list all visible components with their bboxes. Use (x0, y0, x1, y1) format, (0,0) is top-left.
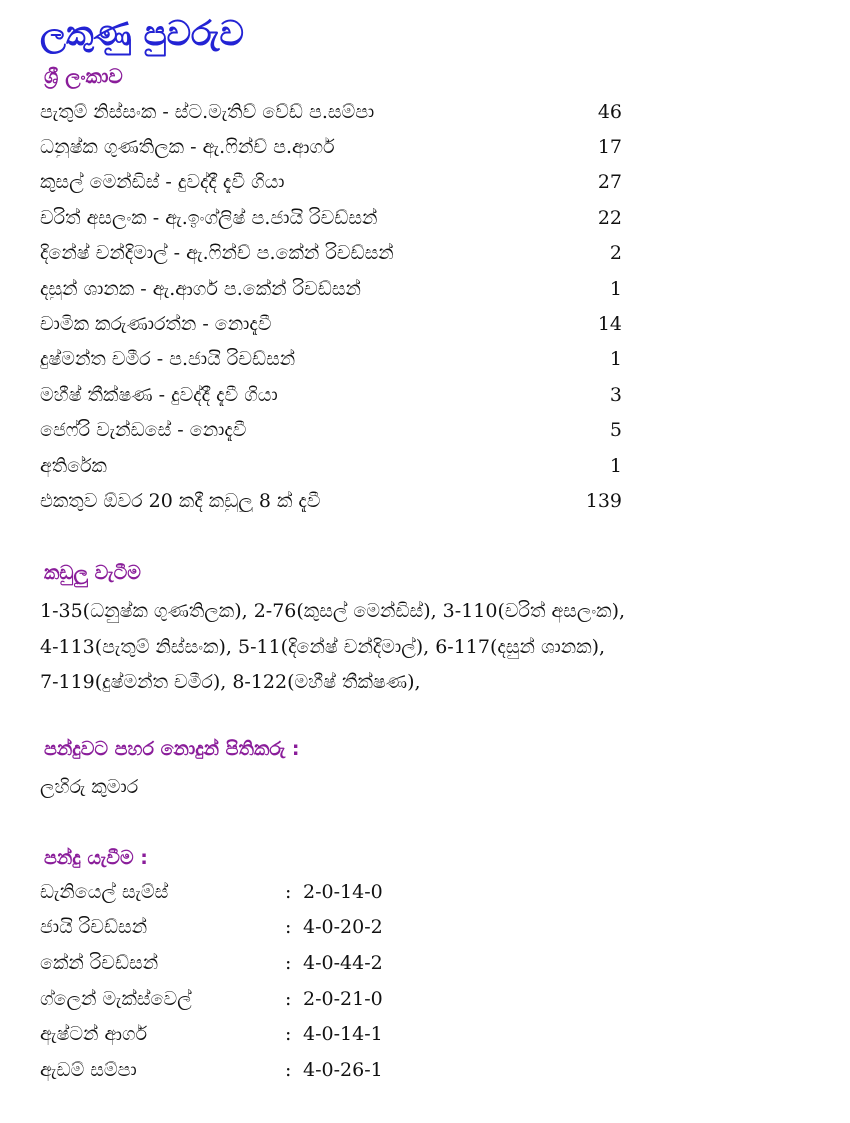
extras-runs: 1 (609, 454, 622, 477)
batter-runs: 5 (609, 419, 622, 442)
bowling-list (40, 874, 540, 1088)
batter-name: ධනුෂ්ක ගුණතිලක - ඇ.ෆින්ච් ප.ආගර් (40, 136, 335, 159)
batting-row (40, 236, 640, 271)
batting-row (40, 306, 640, 341)
fall-of-wickets-text (40, 594, 820, 701)
batter-runs: 46 (597, 100, 622, 123)
bowling-row (40, 874, 540, 910)
bowler-figures: 2-0-21-0 (303, 987, 383, 1010)
bowler-name: ඇඩම් සම්පා (40, 1058, 137, 1081)
bowling-row (40, 910, 540, 946)
fall-of-wickets-heading: කඩුලු වැටීම (44, 562, 141, 584)
batting-row (40, 94, 640, 129)
batting-list (40, 94, 640, 519)
extras-label: අතිරේක (40, 454, 107, 477)
batter-runs: 2 (609, 242, 622, 265)
bowler-name: ඩැනියෙල් සැම්ස් (40, 880, 169, 903)
bowler-name: ජායි රිචඩ්සන් (40, 916, 148, 939)
batting-row (40, 377, 640, 412)
bowler-name: ග්ලෙන් මැක්ස්වෙල් (40, 987, 192, 1010)
batter-runs: 14 (597, 313, 622, 336)
bowling-heading: පන්දු යැවීම : (44, 847, 148, 869)
did-not-bat-names: ලහිරු කුමාර (40, 776, 139, 798)
total-label: එකතුව ඕවර 20 කදී කඩුලු 8 ක් දැවී (40, 489, 321, 512)
bowler-name: ඇෂ්ටන් ආගර් (40, 1023, 148, 1046)
bowler-figures: 4-0-44-2 (303, 951, 383, 974)
batting-row (40, 200, 640, 235)
fow-line: 7-119(දුෂ්මන්ත චමීර), 8-122(මහීෂ් තීක්ෂණ), (40, 671, 421, 693)
bowler-name: කේන් රිචඩ්සන් (40, 951, 159, 974)
bowling-row (40, 981, 540, 1017)
total-row (40, 483, 640, 518)
team-name: ශ්‍රී ලංකාව (44, 64, 123, 88)
batter-runs: 17 (597, 136, 622, 159)
batting-row (40, 165, 640, 200)
colon-separator: : (285, 951, 292, 974)
bowler-figures: 4-0-20-2 (303, 916, 383, 939)
batter-name: දුෂ්මන්ත චමීර - ප.ජායි රිචඩ්සන් (40, 348, 296, 371)
batter-name: පැතුම් නිස්සංක - ස්ට.මැතිව් වේඩ් ප.සම්පා (40, 100, 375, 123)
batter-name: ජෙෆ්රි වැන්ඩසේ - නොදැවී (40, 419, 247, 442)
batting-row (40, 342, 640, 377)
batter-name: දිනේෂ් චන්දිමාල් - ඇ.ෆින්ච් ප.කේන් රිචඩ්සන් (40, 242, 394, 265)
batting-row (40, 129, 640, 164)
bowling-row (40, 1052, 540, 1088)
extras-row (40, 448, 640, 483)
batter-runs: 22 (597, 206, 622, 229)
bowler-figures: 4-0-14-1 (303, 1023, 383, 1046)
batter-runs: 27 (597, 171, 622, 194)
batter-runs: 3 (609, 383, 622, 406)
batter-name: දසුන් ශානක - ඇ.ආගර් ප.කේන් රිචඩ්සන් (40, 277, 361, 300)
batter-name: චරිත් අසලංක - ඇ.ඉංග්ලිෂ් ප.ජායි රිචඩ්සන් (40, 206, 378, 229)
colon-separator: : (285, 987, 292, 1010)
bowler-figures: 2-0-14-0 (303, 880, 383, 903)
batter-name: මහීෂ් තීක්ෂණ - දුවද්දී දැවී ගියා (40, 383, 278, 406)
bowler-figures: 4-0-26-1 (303, 1058, 383, 1081)
colon-separator: : (285, 1058, 292, 1081)
page-title: ලකුණු පුවරුව (40, 14, 244, 54)
batter-name: කුසල් මෙන්ඩිස් - දුවද්දී දැවී ගියා (40, 171, 285, 194)
total-runs: 139 (585, 489, 622, 512)
batter-runs: 1 (609, 348, 622, 371)
colon-separator: : (285, 880, 292, 903)
did-not-bat-heading: පන්දුවට පහර නොදුන් පිතිකරු : (44, 738, 300, 760)
batting-row (40, 271, 640, 306)
batting-row (40, 413, 640, 448)
bowling-row (40, 945, 540, 981)
colon-separator: : (285, 1023, 292, 1046)
fow-line: 1-35(ධනුෂ්ක ගුණතිලක), 2-76(කුසල් මෙන්ඩිස්), 3-110(චරිත් අසලංක), (40, 600, 626, 622)
batter-runs: 1 (609, 277, 622, 300)
bowling-row (40, 1016, 540, 1052)
fow-line: 4-113(පැතුම් නිස්සංක), 5-11(දිනේෂ් චන්දිමාල්), 6-117(දසුන් ශානක), (40, 635, 606, 658)
colon-separator: : (285, 916, 292, 939)
batter-name: චාමික කරුණාරත්න - නොදැවී (40, 313, 272, 336)
